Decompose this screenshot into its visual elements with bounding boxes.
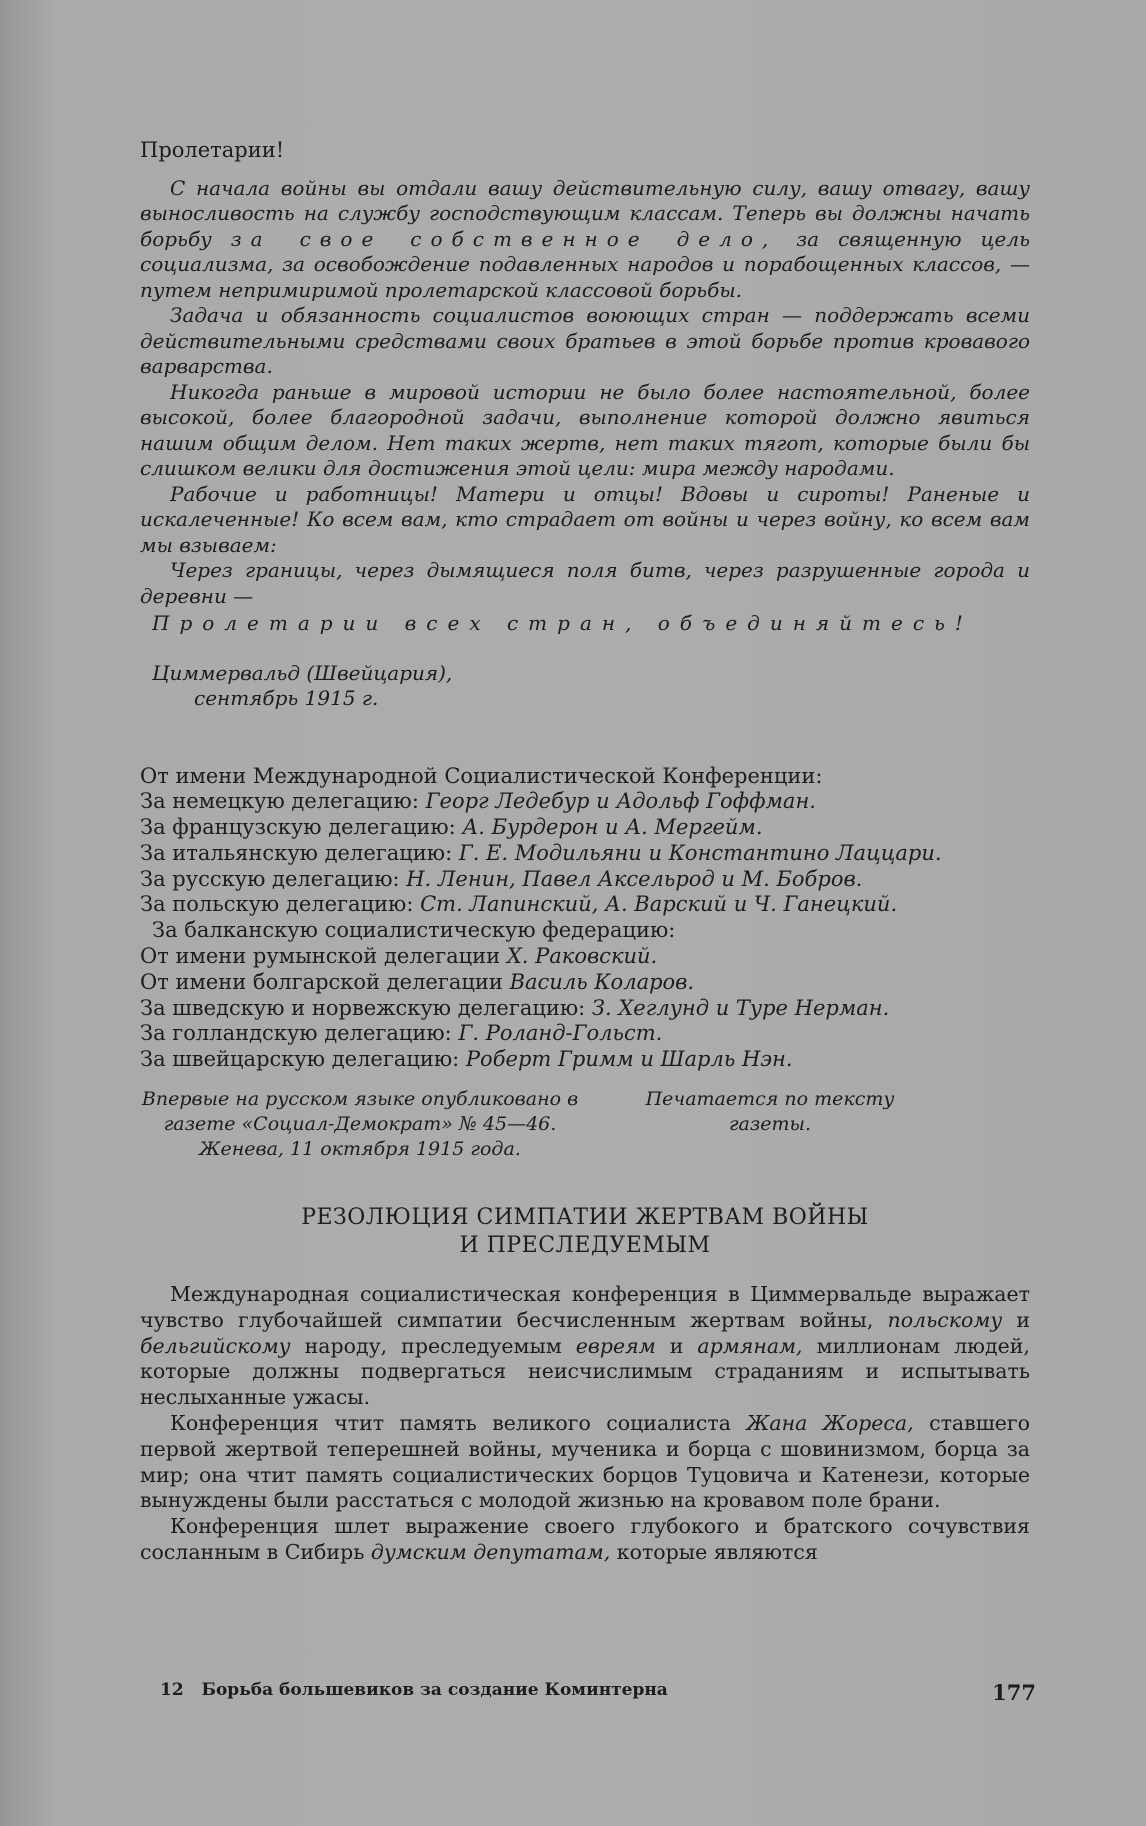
- appeal-text: за священную цель социализма, за освобождение подавленных народов и порабощенных классов, — путем непримиримой пролетарской классовой борьбы.: [140, 226, 1030, 302]
- signature-row: [140, 789, 1030, 815]
- resolution-paragraph-3: [140, 1514, 1030, 1566]
- text-em: бельгийскому: [140, 1333, 291, 1358]
- signature-row: [140, 815, 1030, 841]
- signature-row: [140, 867, 1030, 893]
- appeal-paragraph-4: Рабочие и работницы! Матери и отцы! Вдовы и сироты! Раненые и искалеченные! Ко всем вам, кто страдает от войны и через войну, ко всем вам мы взываем:: [140, 481, 1030, 557]
- appeal-paragraph-3: Никогда раньше в мировой истории не было более настоятельной, более высокой, более благородной задачи, выполнение которой должно явиться нашим общим делом. Нет таких жертв, нет таких тягот, которые были бы слишком велики для достижения этой цели: мира между народами.: [140, 379, 1030, 480]
- signature-row: [140, 1047, 1030, 1073]
- book-title: Борьба большевиков за создание Коминтерна: [201, 1680, 668, 1700]
- text: Международная социалистическая конференция в Циммервальде выражает чувство глубочайшей симпатии бесчисленным жертвам войны,: [140, 1282, 1030, 1332]
- text-em: польскому: [887, 1307, 1003, 1332]
- signature-names: Ст. Лапинский, А. Варский и Ч. Ганецкий.: [420, 892, 898, 917]
- resolution-paragraph-1: [140, 1282, 1030, 1411]
- place: Циммервальд (Швейцария),: [152, 660, 453, 685]
- greeting: Пролетарии!: [140, 138, 285, 162]
- resolution-title: [140, 1204, 1030, 1260]
- signature-label: За немецкую делегацию:: [140, 789, 419, 814]
- signature-row: [140, 944, 1030, 970]
- signature-names: З. Хеглунд и Туре Нерман.: [591, 995, 890, 1020]
- resolution-body: [140, 1282, 1030, 1566]
- signature-names: Василь Коларов.: [509, 969, 695, 994]
- signature-row: [140, 892, 1030, 918]
- publication-notes: [140, 1087, 1030, 1162]
- signature-names: Г. Е. Модильяни и Константино Лаццари.: [458, 840, 942, 865]
- signature-row: [140, 970, 1030, 996]
- appeal-text: С начала войны вы отдали вашу действительную силу, вашу отвагу, вашу выносливость на службу господствующим классам. Теперь вы должны начать борьбу: [140, 175, 1030, 251]
- text: миллионам людей, которые должны подвергаться неисчислимым страданиям и испытывать неслыханные ужасы.: [140, 1333, 1030, 1410]
- signatures: [140, 764, 1030, 1074]
- text: которые являются: [616, 1540, 818, 1565]
- appeal: [140, 176, 1030, 610]
- signature-names: А. Бурдерон и А. Мергейм.: [462, 815, 763, 840]
- source-note: Печатается по тексту газеты.: [645, 1088, 895, 1136]
- signature-number: 12: [160, 1680, 184, 1700]
- text-em: думским депутатам,: [370, 1540, 611, 1565]
- signature-row: [140, 918, 1030, 944]
- signature-names: Н. Ленин, Павел Аксельрод и М. Бобров.: [406, 866, 863, 891]
- signature-label: За русскую делегацию:: [140, 866, 400, 891]
- signature-label: От имени болгарской делегации: [140, 969, 503, 994]
- appeal-paragraph-5: Через границы, через дымящиеся поля битв, через разрушенные города и деревни —: [140, 558, 1030, 608]
- date: сентябрь 1915 г.: [194, 686, 379, 710]
- signature-label: От имени румынской делегации: [140, 944, 501, 969]
- title-line: И ПРЕСЛЕДУЕМЫМ: [459, 1233, 711, 1259]
- footer-signature: [160, 1680, 668, 1705]
- page-number: 177: [992, 1680, 1036, 1705]
- signature-names: Георг Ледебур и Адольф Гоффман.: [425, 789, 816, 814]
- signature-label: За итальянскую делегацию:: [140, 840, 453, 865]
- appeal-spaced-text: за свое собственное дело,: [230, 226, 778, 251]
- text: и: [1016, 1307, 1030, 1332]
- text-em: евреям: [575, 1333, 656, 1358]
- text: и: [669, 1333, 684, 1358]
- text-em: армянам,: [697, 1333, 803, 1358]
- signature-row: [140, 1021, 1030, 1047]
- signature-names: Роберт Гримм и Шарль Нэн.: [465, 1047, 793, 1072]
- title-line: РЕЗОЛЮЦИЯ СИМПАТИИ ЖЕРТВАМ ВОЙНЫ: [301, 1205, 869, 1231]
- slogan: Пролетарии всех стран, объединяйтесь!: [152, 611, 973, 635]
- signature-label: За швейцарскую делегацию:: [140, 1047, 460, 1072]
- place-date: [152, 661, 1030, 712]
- signature-row: [140, 841, 1030, 867]
- resolution-paragraph-2: [140, 1411, 1030, 1514]
- signature-names: Х. Раковский.: [506, 944, 658, 969]
- signature-label: За французскую делегацию:: [140, 815, 456, 840]
- text-em: Жана Жореса,: [746, 1411, 914, 1436]
- page-footer: [160, 1680, 1036, 1705]
- signature-row: [140, 996, 1030, 1022]
- appeal-paragraph-1: [140, 176, 1030, 304]
- publication-note: Впервые на русском языке опубликовано в газете «Социал-Демократ» № 45—46. Женева, 11 октября 1915 года.: [141, 1088, 579, 1161]
- signature-label: За балканскую социалистическую федерацию:: [152, 918, 676, 943]
- text: народу, преследуемым: [304, 1333, 562, 1358]
- text: Конференция шлет выражение своего глубокого и братского сочувствия сосланным в Сибирь: [140, 1514, 1030, 1565]
- signature-names: Г. Роланд-Гольст.: [458, 1021, 663, 1046]
- content: [140, 138, 1030, 1566]
- appeal-paragraph-2: Задача и обязанность социалистов воюющих стран — поддержать всеми действительными средствами своих братьев в этой борьбе против кровавого варварства.: [140, 303, 1030, 378]
- signature-label: За голландскую делегацию:: [140, 1021, 452, 1046]
- signature-label: За шведскую и норвежскую делегацию:: [140, 995, 586, 1020]
- signatures-intro: От имени Международной Социалистической Конференции:: [140, 763, 823, 788]
- text: Конференция чтит память великого социалиста: [170, 1411, 731, 1436]
- text: ставшего первой жертвой теперешней войны, мученика и борца с шовинизмом, борца за мир; она чтит память социалистических борцов Туцовича и Катенези, которые вынуждены были расстаться с молодой жизнью на кровавом поле брани.: [140, 1411, 1030, 1513]
- signature-label: За польскую делегацию:: [140, 892, 414, 917]
